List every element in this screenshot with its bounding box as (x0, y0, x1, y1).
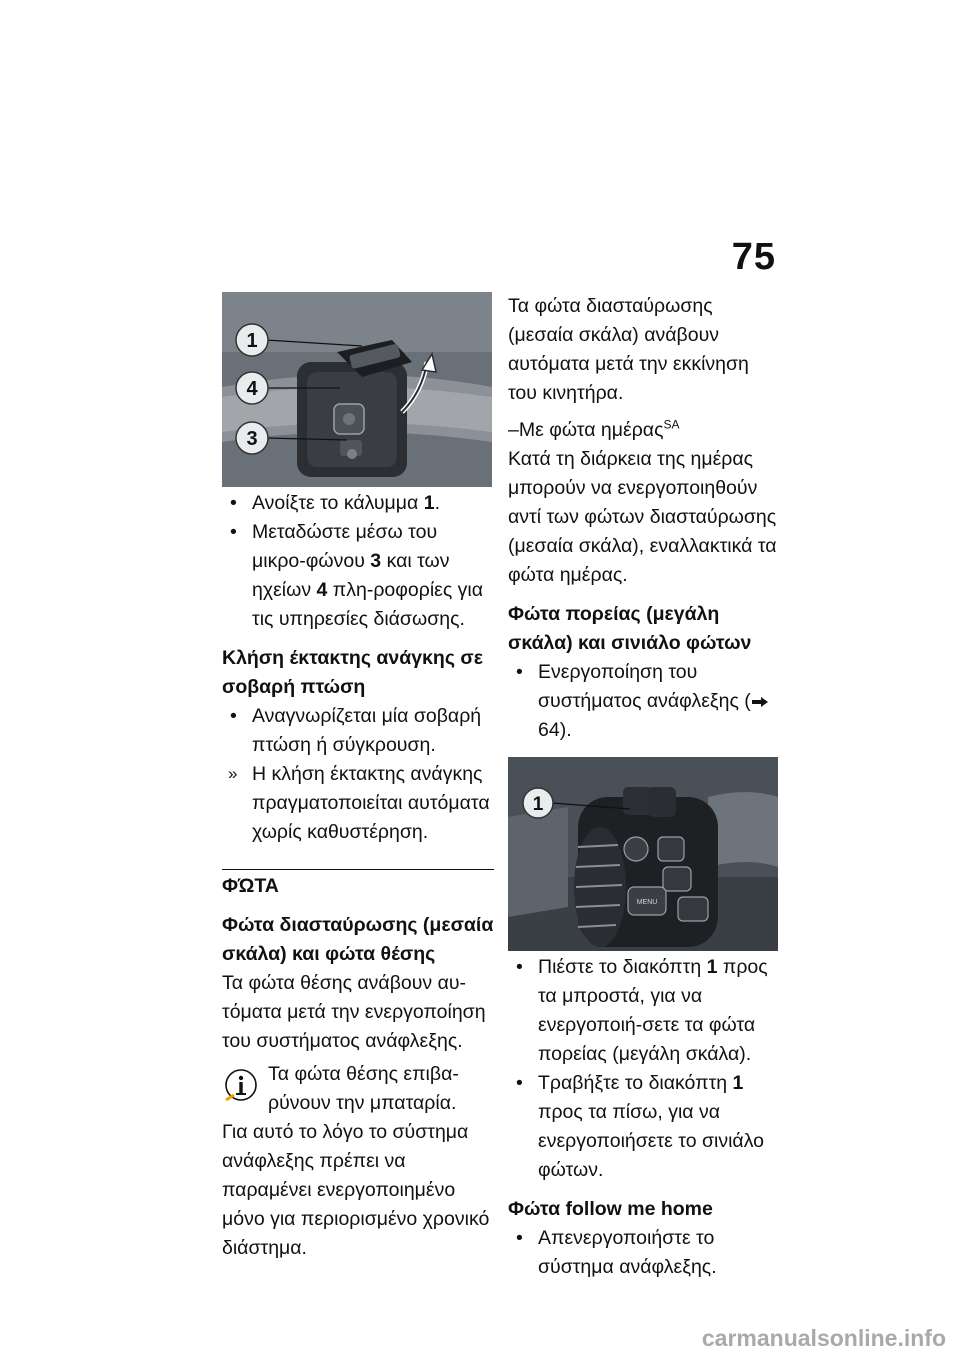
list-item-ignition-off: • Απενεργοποιήστε το σύστημα ανάφλεξης. (508, 1224, 780, 1282)
list-item-ignition-on: • Ενεργοποίηση του συστήματος ανάφλεξης ( 64). (508, 658, 780, 745)
bullet-icon: • (516, 661, 523, 683)
info-note (222, 1060, 494, 1118)
info-icon (224, 1068, 258, 1111)
list-item-crash-detected: • Αναγνωρίζεται μία σοβαρή πτώση ή σύγκρουση. (222, 702, 494, 760)
result-item-emergency: » Η κλήση έκτακτης ανάγκης πραγματοποιείται αυτόματα χωρίς καθυστέρηση. (222, 760, 494, 847)
bullet-icon: • (230, 521, 237, 543)
callout-3: 3 (246, 428, 258, 450)
sos-cover-illustration (222, 292, 492, 487)
list-item-transmit-info: • Μεταδώστε μέσω του μικρο-φώνου 3 και των ηχείων 4 πλη-ροφορίες για τις υπηρεσίες διάσωσης. (222, 518, 494, 634)
callout-1: 1 (532, 794, 544, 815)
left-column (222, 292, 494, 1263)
list-item-open-cover: • Ανοίξτε το κάλυμμα 1. (222, 489, 494, 518)
bullet-icon: • (516, 1072, 523, 1094)
callout-1: 1 (246, 330, 258, 352)
list-item-push-switch: • Πιέστε το διακόπτη 1 προς τα μπροστά, για να ενεργοποιή-σετε τα φώτα πορείας (μεγάλη σκάλα). (508, 953, 780, 1069)
page-number: 75 (731, 236, 776, 278)
bullet-icon: • (516, 956, 523, 978)
figure-handlebar-switch-photo (508, 757, 778, 951)
section-divider (222, 869, 494, 870)
bullet-icon: • (230, 705, 237, 727)
paragraph-battery: Για αυτό το λόγο το σύστημα ανάφλεξης πρέπει να παραμένει ενεργοποιημένο μόνο για περιορισμένο χρονικό διάστημα. (222, 1121, 490, 1259)
result-arrow-icon: » (228, 764, 238, 783)
heading-dipped-and-position-lights: Φώτα διασταύρωσης (μεσαία σκάλα) και φώτα θέσης (222, 914, 494, 965)
heading-emergency-call: Κλήση έκτακτης ανάγκης σε σοβαρή πτώση (222, 647, 483, 698)
bullet-icon: • (516, 1227, 523, 1249)
paragraph-position-lights: Τα φώτα θέσης ανάβουν αυ-τόματα μετά την ενεργοποίηση του συστήματος ανάφλεξης. (222, 972, 486, 1052)
option-daytime-lights: –Με φώτα ημέρας$^{SA}$ (508, 417, 680, 441)
paragraph-dipped-lights: Τα φώτα διασταύρωσης (μεσαία σκάλα) ανάβουν αυτόματα μετά την εκκίνηση του κινητήρα. (508, 295, 749, 404)
page-reference-arrow-icon (751, 696, 769, 708)
callout-4: 4 (246, 378, 258, 400)
bullet-icon: • (230, 492, 237, 514)
special-accessory-badge: SA (663, 417, 680, 432)
watermark: carmanualsonline.info (701, 1325, 946, 1351)
handlebar-switch-illustration (508, 757, 778, 951)
heading-follow-me-home: Φώτα follow me home (508, 1198, 713, 1220)
right-column (508, 292, 780, 1282)
section-title-lights: ΦΏΤΑ (222, 875, 279, 897)
heading-high-beam: Φώτα πορείας (μεγάλη σκάλα) και σινιάλο φώτων (508, 603, 752, 654)
list-item-pull-switch: • Τραβήξτε το διακόπτη 1 προς τα πίσω, για να ενεργοποιήσετε το σινιάλο φώτων. (508, 1069, 780, 1185)
figure-sos-cover-photo (222, 292, 492, 487)
note-text: Τα φώτα θέσης επιβα-ρύνουν την μπαταρία. (268, 1063, 459, 1114)
option-label: Με φώτα ημέρας (518, 419, 664, 441)
paragraph-daytime-lights: Κατά τη διάρκεια της ημέρας μπορούν να ενεργοποιηθούν αντί των φώτων διασταύρωσης (μεσαία σκάλα), εναλλακτικά τα φώτα ημέρας. (508, 448, 777, 586)
page-reference-link[interactable]: 64 (538, 719, 560, 741)
menu-button-label: MENU (636, 899, 658, 906)
